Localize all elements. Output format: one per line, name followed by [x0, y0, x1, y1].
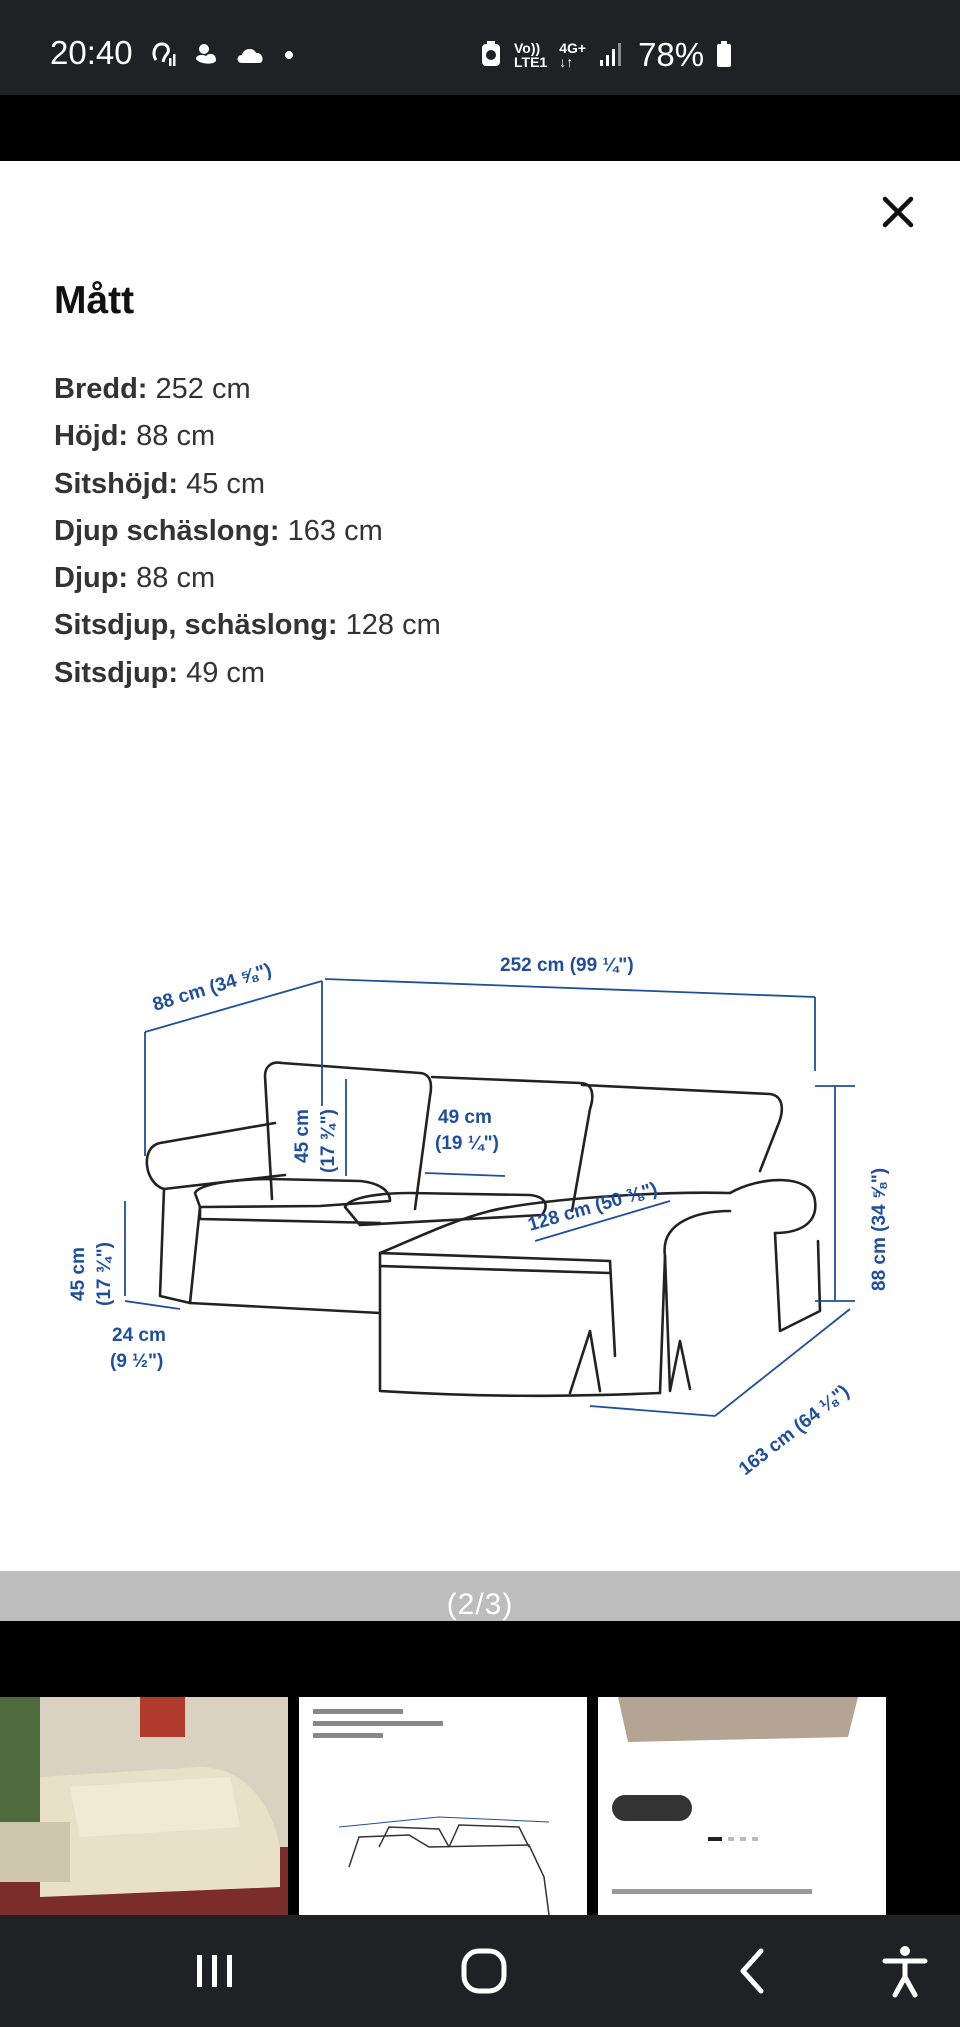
spec-value: 49 cm — [186, 656, 266, 689]
data-arrows-icon: ↓↑ — [559, 54, 574, 70]
width-label: 252 cm (99 ¼") — [500, 955, 634, 976]
cloud-icon — [234, 43, 268, 72]
back-height-in-label: (17 ¾") — [318, 1109, 339, 1173]
height-label: 88 cm (34 ⅝") — [869, 1167, 890, 1291]
back-icon — [723, 1943, 783, 1999]
thumbnail-strip — [0, 1697, 960, 1915]
network-lte-label: LTE1 — [514, 54, 548, 70]
spec-label: Höjd: — [54, 420, 129, 453]
sofa-dimension-diagram — [60, 911, 900, 1611]
accessibility-icon — [875, 1943, 935, 1999]
spec-item-chaise-depth — [54, 508, 441, 555]
seat-depth-in-label: (19 ¼") — [435, 1133, 499, 1154]
accessibility-button[interactable] — [875, 1943, 935, 1999]
recent-apps-button[interactable] — [185, 1943, 245, 1999]
image-counter: (2/3) — [446, 1588, 514, 1621]
depth-label: 88 cm (34 ⅝") — [150, 959, 275, 1016]
status-bar — [0, 0, 960, 95]
chaise-seat-depth-label: 128 cm (50 ⅜") — [525, 1178, 660, 1236]
home-icon — [454, 1943, 514, 1999]
home-button[interactable] — [454, 1943, 514, 1999]
spec-value: 45 cm — [186, 467, 266, 500]
spec-item-seat-depth — [54, 650, 441, 697]
spec-value: 88 cm — [136, 562, 216, 595]
spec-value: 128 cm — [345, 609, 441, 642]
close-icon — [875, 189, 921, 235]
page-title: Mått — [54, 279, 135, 322]
battery-percent: 78% — [638, 36, 705, 73]
spec-item-chaise-seat-depth — [54, 602, 441, 649]
spec-label: Sitsdjup: — [54, 656, 179, 689]
spec-item-seat-height — [54, 461, 441, 508]
dot-icon — [282, 48, 296, 67]
recent-apps-icon — [185, 1943, 245, 1999]
battery-icon — [716, 40, 732, 71]
spec-label: Sitshöjd: — [54, 467, 179, 500]
spec-label: Djup: — [54, 562, 129, 595]
spec-item-width — [54, 366, 441, 413]
spec-label: Bredd: — [54, 373, 148, 405]
spec-item-height — [54, 413, 441, 460]
spec-item-depth — [54, 555, 441, 602]
spec-label: Sitsdjup, schäslong: — [54, 609, 338, 642]
seat-height-in-label: (17 ¾") — [94, 1242, 115, 1306]
dimensions-sheet — [0, 161, 960, 1571]
back-button[interactable] — [723, 1943, 783, 1999]
network-volte-label: Vo)) — [514, 40, 541, 56]
duck-icon — [192, 41, 220, 74]
spec-list — [54, 366, 441, 697]
spec-value: 163 cm — [287, 514, 383, 547]
seat-depth-label: 49 cm — [438, 1107, 492, 1128]
thumbnail-photo[interactable] — [0, 1697, 288, 1915]
network-type-label: 4G+ — [559, 40, 587, 56]
thumbnail-dimensions[interactable] — [299, 1697, 587, 1915]
leg-depth-label: 24 cm — [112, 1325, 166, 1346]
hearing-icon — [148, 40, 178, 75]
close-button[interactable] — [875, 189, 921, 235]
leg-depth-in-label: (9 ½") — [110, 1351, 164, 1372]
signal-icon — [598, 40, 626, 71]
seat-height-label: 45 cm — [68, 1247, 89, 1301]
status-time: 20:40 — [50, 34, 133, 71]
spec-value: 88 cm — [136, 420, 216, 453]
thumbnail-product[interactable] — [598, 1697, 886, 1915]
spec-label: Djup schäslong: — [54, 514, 280, 547]
chaise-depth-label: 163 cm (64 ⅛") — [735, 1381, 854, 1480]
back-height-label: 45 cm — [292, 1109, 313, 1163]
recycle-icon — [480, 40, 502, 71]
header-band — [0, 95, 960, 161]
navigation-bar — [0, 1915, 960, 2027]
spec-value: 252 cm — [155, 373, 251, 405]
